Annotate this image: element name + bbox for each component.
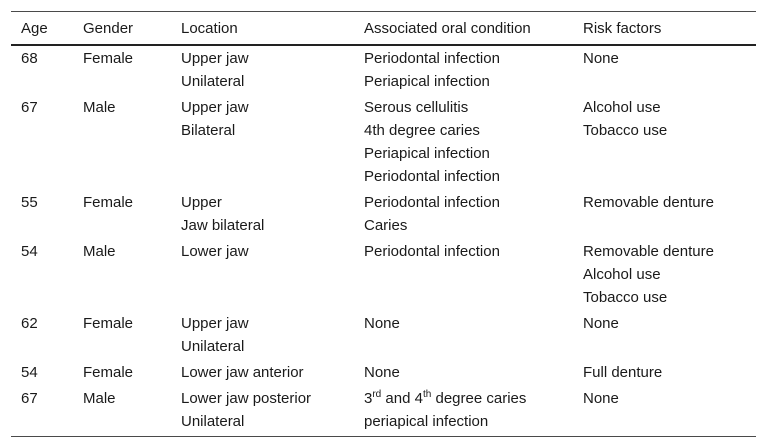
cell-associated-oral-condition <box>354 45 573 93</box>
cell-associated-oral-condition <box>354 237 573 309</box>
cell-associated-oral-condition-line <box>364 387 573 410</box>
cell-risk-factors <box>573 384 756 437</box>
cell-location <box>171 188 354 237</box>
cell-gender-text: Female <box>83 364 134 381</box>
cell-risk-factors-line: None <box>583 390 619 407</box>
cell-associated-oral-condition <box>354 93 573 188</box>
table-row <box>11 45 756 93</box>
cell-location-line: Upper jaw <box>181 50 249 67</box>
table-body <box>11 45 756 437</box>
cell-risk-factors <box>573 93 756 188</box>
cell-risk-factors-line: Tobacco use <box>583 289 668 306</box>
cell-risk-factors-line: Tobacco use <box>583 122 668 139</box>
cell-risk-factors-line: None <box>583 50 619 67</box>
cell-risk-factors <box>573 237 756 309</box>
cell-associated-oral-condition-line: Periodontal infection <box>364 243 500 260</box>
header-associated-oral-condition: Associated oral condition <box>364 19 531 37</box>
cell-age <box>11 384 73 437</box>
cell-location-line: Upper jaw <box>181 99 249 116</box>
cell-gender-text: Male <box>83 99 116 116</box>
cell-gender <box>73 188 171 237</box>
cell-location <box>171 309 354 358</box>
table-row <box>11 188 756 237</box>
cell-age <box>11 45 73 93</box>
cell-associated-oral-condition-line: 4th degree caries <box>364 122 480 139</box>
cell-location-line: Unilateral <box>181 338 245 355</box>
cell-associated-oral-condition-line: None <box>364 315 400 332</box>
cell-risk-factors <box>573 358 756 384</box>
cell-age-text: 55 <box>21 194 38 211</box>
cell-age-text: 67 <box>21 99 38 116</box>
cell-gender <box>73 45 171 93</box>
cell-risk-factors <box>573 188 756 237</box>
cell-location <box>171 358 354 384</box>
cell-location-line: Upper jaw <box>181 315 249 332</box>
cell-associated-oral-condition-line: Periodontal infection <box>364 194 500 211</box>
ordinal-suffix: rd <box>372 389 382 400</box>
cell-location <box>171 237 354 309</box>
text-fragment: degree caries <box>431 390 527 407</box>
cell-gender <box>73 358 171 384</box>
cell-gender-text: Female <box>83 315 134 332</box>
table-row <box>11 93 756 188</box>
cell-gender-text: Female <box>83 50 134 67</box>
cell-gender <box>73 93 171 188</box>
table-row <box>11 309 756 358</box>
cell-associated-oral-condition <box>354 188 573 237</box>
cell-associated-oral-condition-line: periapical infection <box>364 413 489 430</box>
cell-gender <box>73 384 171 437</box>
cell-associated-oral-condition-line: Periapical infection <box>364 145 490 162</box>
cell-associated-oral-condition-line: Periodontal infection <box>364 168 500 185</box>
cell-risk-factors-line: None <box>583 315 619 332</box>
cell-associated-oral-condition-line: Periapical infection <box>364 73 490 90</box>
cell-location-line: Lower jaw <box>181 243 249 260</box>
cell-age <box>11 309 73 358</box>
cell-age <box>11 188 73 237</box>
table-row <box>11 384 756 437</box>
cell-location-line: Bilateral <box>181 122 236 139</box>
cell-age-text: 62 <box>21 315 38 332</box>
cell-associated-oral-condition-line: Serous cellulitis <box>364 99 469 116</box>
cell-risk-factors-line: Full denture <box>583 364 663 381</box>
header-row <box>11 12 756 46</box>
cell-gender <box>73 309 171 358</box>
cell-age-text: 67 <box>21 390 38 407</box>
cell-risk-factors <box>573 309 756 358</box>
cell-associated-oral-condition <box>354 309 573 358</box>
cell-age <box>11 237 73 309</box>
text-fragment: and 4 <box>381 390 423 407</box>
cell-risk-factors-line: Alcohol use <box>583 266 661 283</box>
cell-gender-text: Male <box>83 243 116 260</box>
cell-gender-text: Female <box>83 194 134 211</box>
cell-location <box>171 93 354 188</box>
clinical-cases-table <box>11 11 756 437</box>
cell-associated-oral-condition <box>354 384 573 437</box>
cell-location-line: Unilateral <box>181 413 245 430</box>
header-location: Location <box>181 19 238 37</box>
cell-associated-oral-condition-line: None <box>364 364 400 381</box>
cell-location <box>171 45 354 93</box>
cell-location-line: Lower jaw posterior <box>181 390 312 407</box>
cell-location-line: Upper <box>181 194 222 211</box>
cell-associated-oral-condition <box>354 358 573 384</box>
clinical-cases-table-container <box>11 11 756 437</box>
cell-gender <box>73 237 171 309</box>
cell-location <box>171 384 354 437</box>
cell-risk-factors <box>573 45 756 93</box>
cell-age <box>11 358 73 384</box>
header-risk-factors: Risk factors <box>583 19 662 37</box>
cell-risk-factors-line: Removable denture <box>583 243 714 260</box>
cell-associated-oral-condition-line: Periodontal infection <box>364 50 500 67</box>
text-fragment: 3 <box>364 390 373 407</box>
table-row <box>11 358 756 384</box>
cell-location-line: Unilateral <box>181 73 245 90</box>
cell-age-text: 68 <box>21 50 38 67</box>
cell-associated-oral-condition-line: Caries <box>364 217 408 234</box>
cell-location-line: Jaw bilateral <box>181 217 265 234</box>
cell-risk-factors-line: Alcohol use <box>583 99 661 116</box>
cell-risk-factors-line: Removable denture <box>583 194 714 211</box>
header-gender: Gender <box>83 19 134 37</box>
cell-location-line: Lower jaw anterior <box>181 364 304 381</box>
table-header <box>11 12 756 46</box>
header-age: Age <box>21 19 48 37</box>
cell-age-text: 54 <box>21 243 38 260</box>
cell-age <box>11 93 73 188</box>
cell-gender-text: Male <box>83 390 116 407</box>
table-row <box>11 237 756 309</box>
ordinal-suffix: th <box>422 389 432 400</box>
cell-age-text: 54 <box>21 364 38 381</box>
